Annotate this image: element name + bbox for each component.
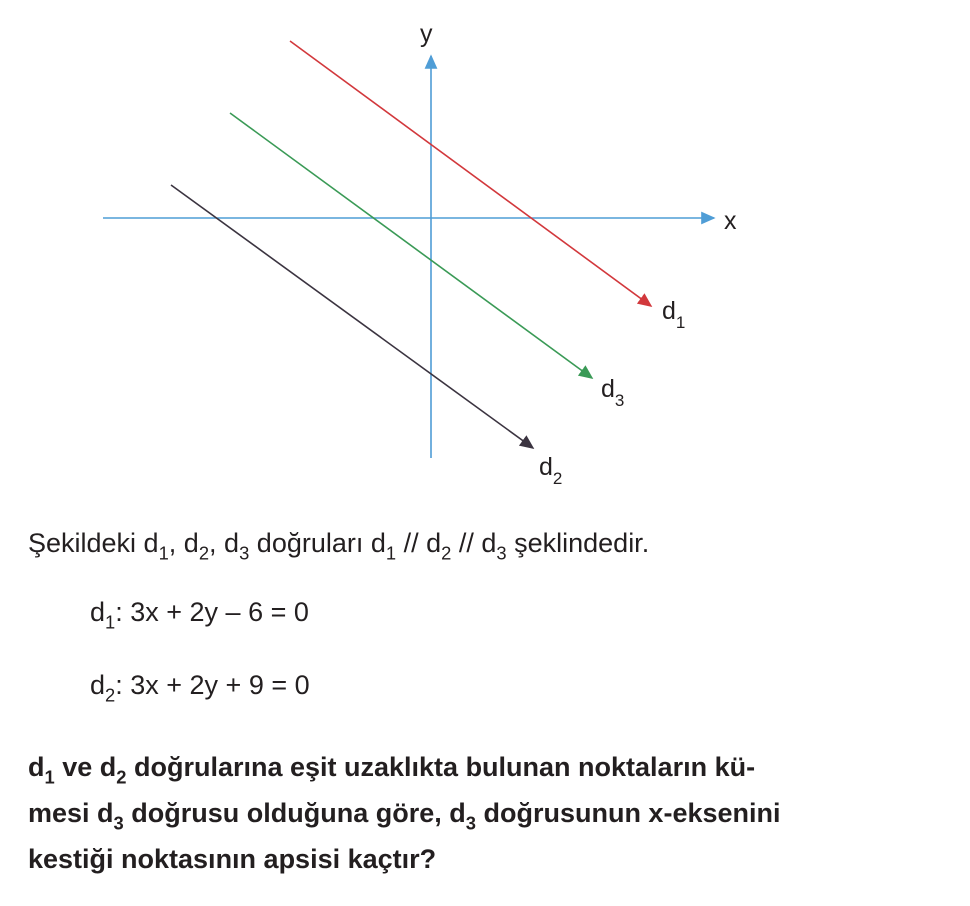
line-d1: [290, 41, 651, 306]
line-d3: [230, 113, 592, 378]
label-d1: $d_1$: [662, 297, 686, 332]
equation-d1: $d_1$: 3x + 2y – 6 = 0: [90, 597, 309, 633]
label-d2: $d_2$: [539, 453, 563, 488]
line-d2: [171, 185, 533, 448]
label-d3: $d_3$: [601, 375, 625, 410]
y-axis-label: y: [420, 20, 433, 48]
question-line-1: $d_1$ ve $d_2$ doğrularına eşit uzaklıkta bulunan noktaların kü-: [28, 752, 756, 788]
question-text: [28, 744, 781, 882]
question-line-3: kestiği noktasının apsisi kaçtır?: [28, 844, 437, 874]
equation-d2: $d_2$: 3x + 2y + 9 = 0: [90, 670, 310, 706]
intro-statement: Şekildeki $d_1$, $d_2$, $d_3$ doğruları $d_1 // d_2 // d_3$ şeklindedir.: [28, 528, 650, 564]
question-line-2: mesi $d_3$ doğrusu olduğuna göre, $d_3$ doğrusunun x-eksenini: [28, 798, 781, 834]
x-axis-label: x: [724, 207, 737, 235]
